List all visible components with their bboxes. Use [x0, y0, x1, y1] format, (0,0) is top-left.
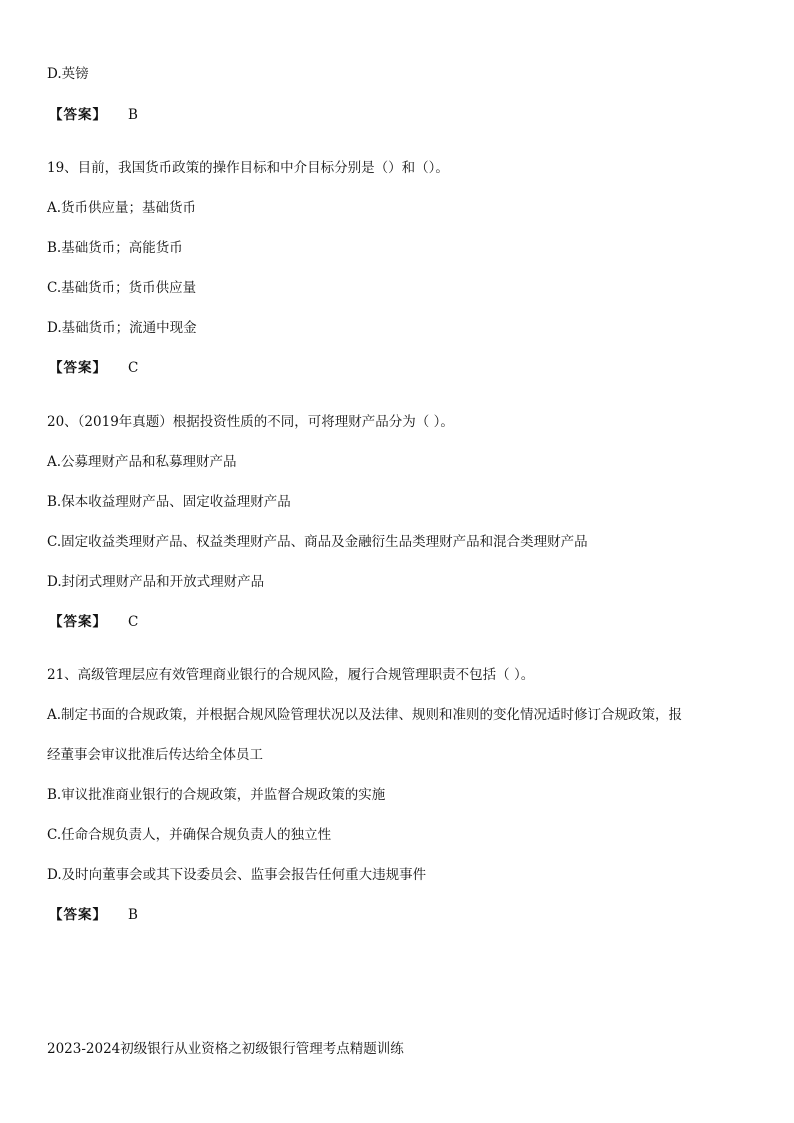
answer-label: 【答案】 — [49, 107, 107, 123]
question-20-option-a: A.公募理财产品和私募理财产品 — [47, 454, 237, 470]
question-19-option-d: D.基础货币；流通中现金 — [47, 320, 197, 336]
question-20-option-c: C.固定收益类理财产品、权益类理财产品、商品及金融衍生品类理财产品和混合类理财产品 — [47, 534, 588, 550]
question-19-answer-value: C — [128, 360, 139, 376]
question-21-option-d: D.及时向董事会或其下设委员会、监事会报告任何重大违规事件 — [47, 867, 427, 883]
question-21-answer-label: 【答案】 — [49, 907, 107, 923]
question-21-option-a: A.制定书面的合规政策，并根据合规风险管理状况以及法律、规则和准则的变化情况适时修订合规政策，报 — [47, 707, 683, 723]
question-19-option-b: B.基础货币；高能货币 — [47, 240, 183, 256]
question-19-answer-label: 【答案】 — [49, 360, 107, 376]
question-19-option-c: C.基础货币；货币供应量 — [47, 280, 197, 296]
question-20-answer-label: 【答案】 — [49, 614, 107, 630]
question-20-stem: 20、（2019年真题）根据投资性质的不同，可将理财产品分为（ ）。 — [47, 414, 454, 430]
answer-value: B — [128, 107, 138, 123]
question-19-option-a: A.货币供应量；基础货币 — [47, 200, 197, 216]
question-21-option-b: B.审议批准商业银行的合规政策，并监督合规政策的实施 — [47, 787, 386, 803]
question-21-answer-value: B — [128, 907, 138, 923]
option-d: D.英镑 — [47, 66, 89, 82]
question-20-answer-value: C — [128, 614, 139, 630]
question-19-stem: 19、目前，我国货币政策的操作目标和中介目标分别是（）和（）。 — [47, 160, 449, 176]
question-20-option-d: D.封闭式理财产品和开放式理财产品 — [47, 574, 265, 590]
page-footer: 2023-2024初级银行从业资格之初级银行管理考点精题训练 — [47, 1041, 404, 1057]
question-21-option-a-continued: 经董事会审议批准后传达给全体员工 — [47, 747, 263, 763]
question-20-option-b: B.保本收益理财产品、固定收益理财产品 — [47, 494, 291, 510]
question-21-stem: 21、高级管理层应有效管理商业银行的合规风险，履行合规管理职责不包括（ ）。 — [47, 667, 535, 683]
question-21-option-c: C.任命合规负责人，并确保合规负责人的独立性 — [47, 827, 332, 843]
